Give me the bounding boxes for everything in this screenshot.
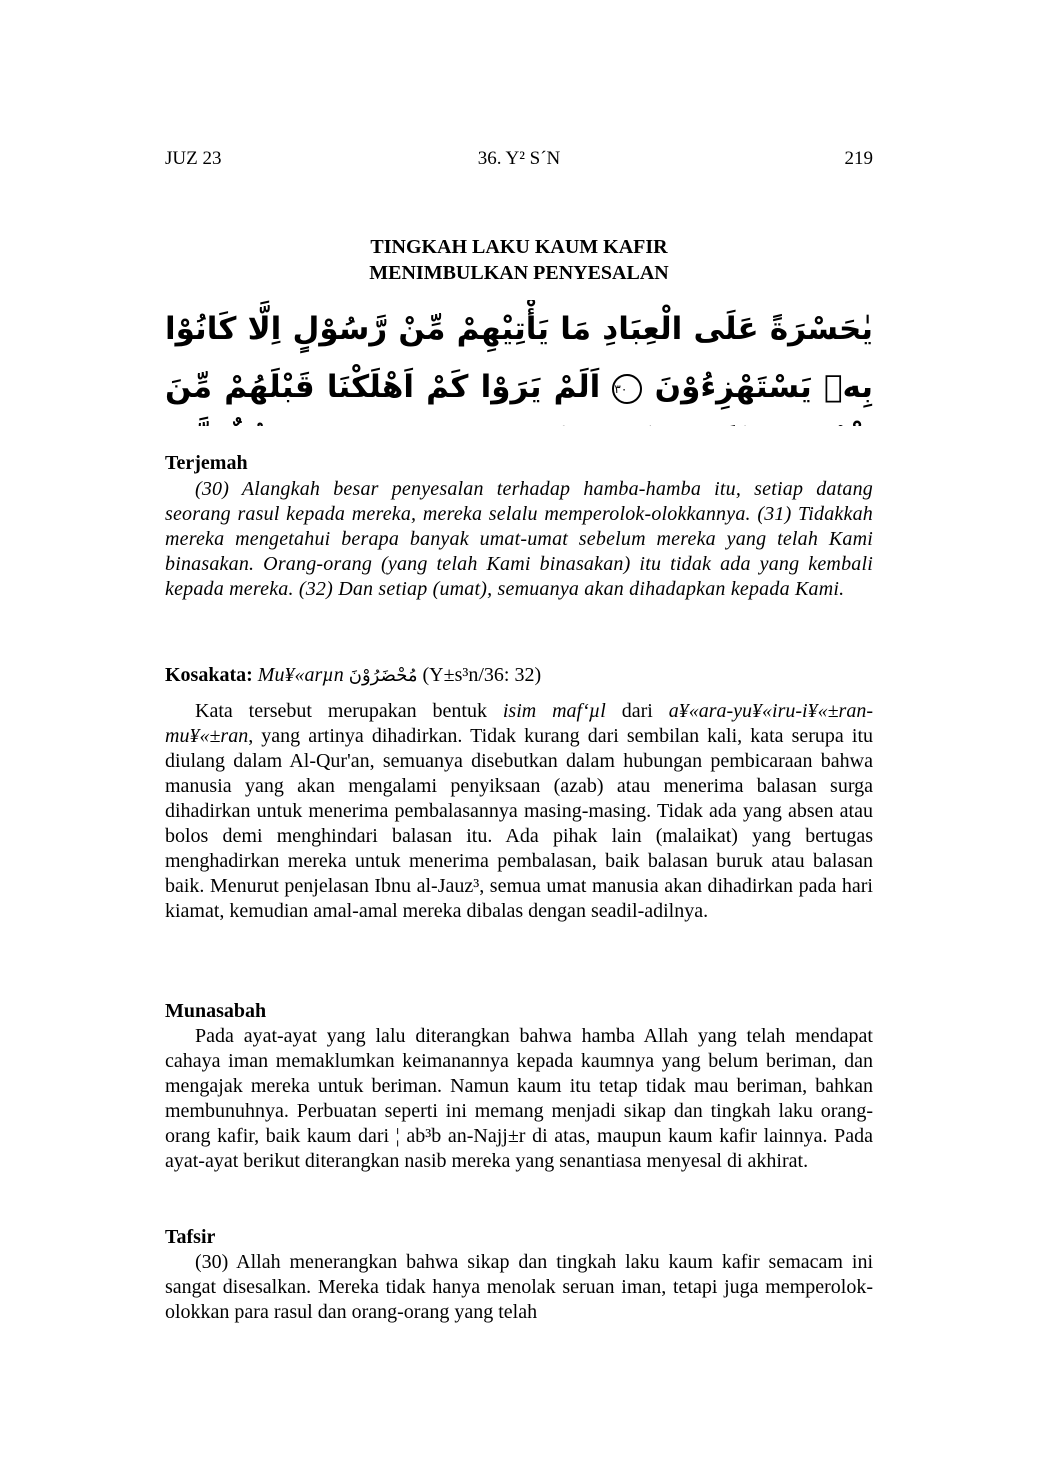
arabic-verses [165,300,873,426]
kosakata-paragraph [165,699,873,924]
verse-30-number: ٣٠ [612,374,642,404]
terjemah-text: (30) Alangkah besar penyesalan terhadap hamba-hamba itu, setiap datang seorang rasul kepada mereka, mereka selalu memperolok-olokkannya. (31) Tidakkah mereka mengetahui berapa banyak umat-umat sebelum mereka yang telah Kami binasakan. Orang-orang (yang telah Kami binasakan) itu tidak ada yang kembali kepada mereka. (32) Dan setiap (umat), semuanya akan dihadapkan kepada Kami. [165,478,873,600]
tafsir-paragraph [165,1250,873,1325]
munasabah-text: Pada ayat-ayat yang lalu diterangkan bahwa hamba Allah yang telah mendapat cahaya iman memaklumkan keimanannya kepada kaumnya yang belum beriman, dan mengajak mereka untuk beriman. Namun kaum itu tetap tidak mau beriman, bahkan membunuhnya. Perbuatan seperti ini memang menjadi sikap dan tingkah laku orang-orang kafir, baik kaum dari ¦ ab³b an-Najj±r di atas, maupun kaum kafir lainnya. Pada ayat-ayat berikut diterangkan nasib mereka yang senantiasa menyesal di akhirat. [165,1025,873,1172]
kosakata-label: Kosakata: [165,664,253,686]
juz-label: JUZ 23 [165,148,222,169]
tafsir-text: (30) Allah menerangkan bahwa sikap dan tingkah laku kaum kafir semacam ini sangat disesalkan. Mereka tidak hanya menolak seruan iman, tetapi juga memperolok-olokkan para rasul dan orang-orang yang telah [165,1251,873,1323]
page-number: 219 [844,148,873,169]
kosakata-reference: (Y±s³n/36: 32) [422,664,542,686]
kosakata-line [165,662,873,689]
kosakata-text-1: Kata tersebut merupakan bentuk [195,700,503,722]
kosakata-term: Mu¥«arµn [257,664,344,686]
kosakata-text-2: dari [605,700,669,722]
section-title-line-1: TINGKAH LAKU KAUM KAFIR [370,236,668,258]
kosakata-arabic-term: مُحْضَرُوْنَ [348,665,418,686]
kosakata-text-term-2: a¥«ara-yu¥«iru-i¥«±ran-mu¥«±ran [165,700,873,747]
kosakata-text-term-1: isim maf‘µl [502,700,606,722]
running-header [165,146,873,172]
terjemah-heading: Terjemah [165,452,248,474]
verse-30-text: يٰحَسْرَةً عَلَى الْعِبَادِ مَا يَأْتِيْهِمْ مِّنْ رَّسُوْلٍ اِلَّا كَانُوْا بِهٖ يَسْتَهْزِءُوْنَ [165,311,873,405]
section-title [165,234,873,286]
surah-label: 36. Y² S´N [477,148,561,169]
terjemah-paragraph [165,477,873,602]
section-title-line-2: MENIMBULKAN PENYESALAN [369,262,669,284]
munasabah-heading: Munasabah [165,1000,267,1022]
tafsir-heading: Tafsir [165,1226,216,1248]
verse-31-text: اَلَمْ يَرَوْا كَمْ اَهْلَكْنَا قَبْلَهُمْ مِّنَ [165,369,601,405]
kosakata-text-3: , yang artinya dihadirkan. Tidak kurang dari sembilan kali, kata serupa itu diulang dalam Al-Qur'an, semuanya disebutkan dalam hubungan pembicaraan bahwa manusia yang akan mengalami penyiksaan (azab) atau menerima balasan surga dihadirkan untuk menerima pembalasannya masing-masing. Tidak ada yang absen atau bolos demi menghindari balasan itu. Ada pihak lain (malaikat) yang bertugas menghadirkan mereka untuk menerima pembalasan, baik balasan buruk atau balasan baik. Menurut penjelasan Ibnu al-Jauz³, semua umat manusia akan dihadirkan pada hari kiamat, kemudian amal-amal mereka dibalas dengan seadil-adilnya. [165,725,873,922]
munasabah-paragraph [165,1024,873,1174]
